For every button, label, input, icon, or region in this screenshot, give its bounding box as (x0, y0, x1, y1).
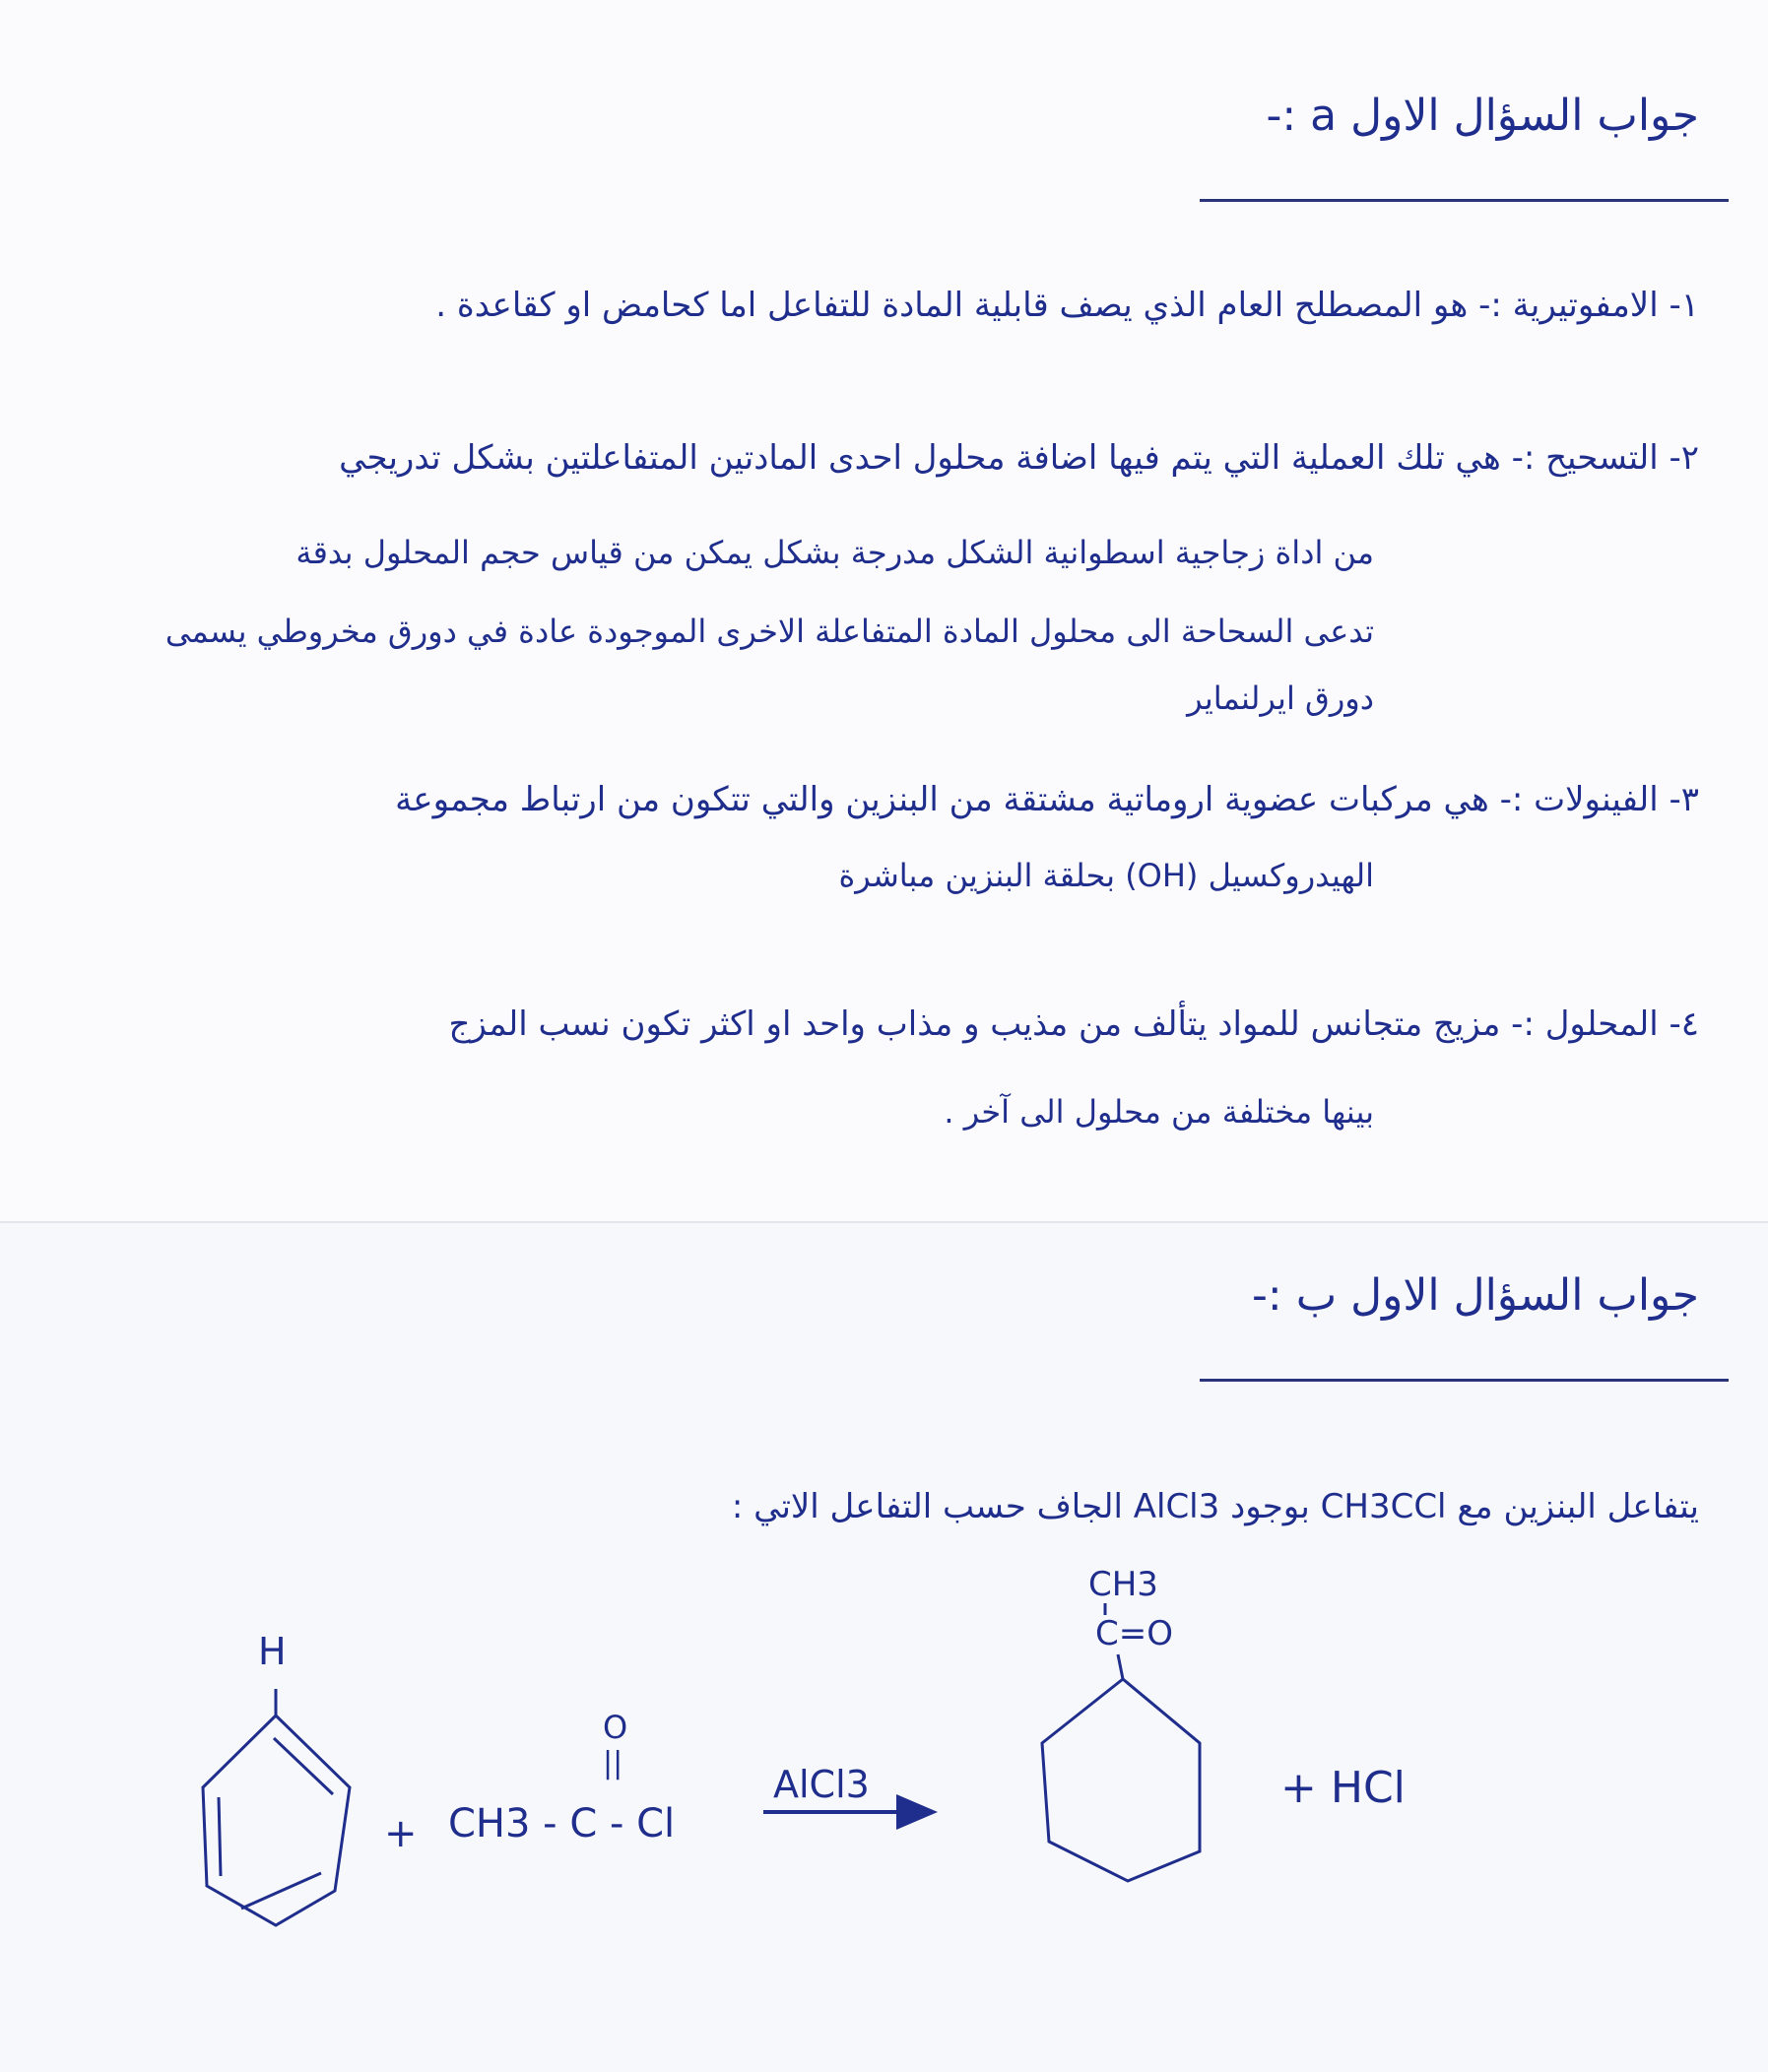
product-ch3-label: CH3 (1088, 1565, 1158, 1604)
item-2-line-2: من اداة زجاجية اسطوانية الشكل مدرجة بشكل يمكن من قياس حجم المحلول بدقة (295, 534, 1374, 571)
item-3-line-2: الهيدروكسيل (OH) بحلقة البنزين مباشرة (838, 857, 1374, 894)
reaction-sentence: يتفاعل البنزين مع CH3CCl بوجود AlCl3 الجاف حسب التفاعل الاتي : (731, 1487, 1699, 1526)
item-4-line-1: ٤- المحلول :- مزيج متجانس للمواد يتألف من مذيب و مذاب واحد او اكثر تكون نسب المزج (448, 1004, 1699, 1044)
item-2-line-4: دورق ايرلنماير (1187, 680, 1374, 717)
benzene-h-label: H (258, 1630, 287, 1673)
reagent-double-bond: || (603, 1746, 623, 1781)
item-2-line-3: تدعى السحاحة الى محلول المادة المتفاعلة الاخرى الموجودة عادة في دورق مخروطي يسمى (164, 613, 1374, 650)
item-4-line-2: بينها مختلفة من محلول الى آخر . (944, 1093, 1374, 1131)
arrow-catalyst-label: AlCl3 (773, 1763, 870, 1806)
item-2-line-1: ٢- التسحيح :- هي تلك العملية التي يتم فيها اضافة محلول احدى المادتين المتفاعلتين بشكل تدريجي (339, 438, 1699, 478)
item-3-line-1: ٣- الفينولات :- هي مركبات عضوية اروماتية مشتقة من البنزين والتي تتكون من ارتباط مجموعة (395, 780, 1699, 819)
part-a-heading: جواب السؤال الاول a :- (1266, 91, 1699, 141)
product-hcl: + HCl (1280, 1763, 1406, 1813)
product-carbonyl-label: C=O (1095, 1614, 1173, 1653)
plus-sign-1: + (384, 1811, 418, 1856)
reagent-formula: CH3 - C - Cl (448, 1801, 676, 1846)
reagent-oxygen: O (603, 1709, 628, 1746)
part-b-heading: جواب السؤال الاول ب :- (1252, 1270, 1699, 1321)
item-1-line-1: ١- الامفوتيرية :- هو المصطلح العام الذي يصف قابلية المادة للتفاعل اما كحامض او كقاعدة . (435, 286, 1699, 325)
benzene-ring (203, 1689, 350, 1925)
